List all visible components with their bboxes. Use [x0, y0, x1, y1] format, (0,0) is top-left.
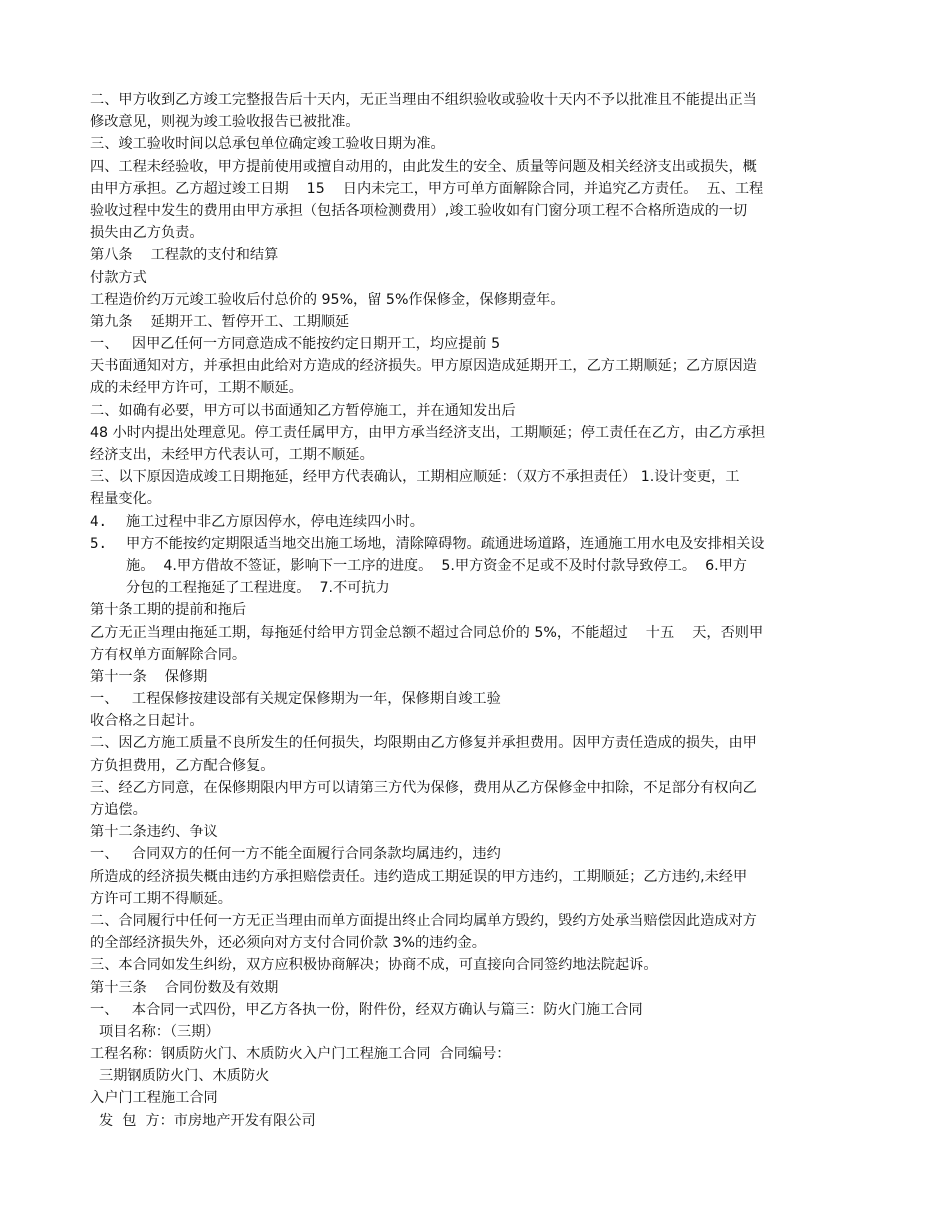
section-heading: 第八条 工程款的支付和结算	[90, 247, 279, 264]
list-number: 5.	[90, 535, 108, 552]
list-text: 施工过程中非乙方原因停水，停电连续四小时。	[126, 513, 424, 530]
text-line: 一、 工程保修按建设部有关规定保修期为一年，保修期自竣工验	[90, 691, 501, 708]
list-text: 施。 4.甲方借故不签证，影响下一工序的进度。 5.甲方资金不足或不及时付款导致停工。 6.甲方	[126, 557, 747, 574]
text-line: 入户门工程施工合同	[90, 1090, 218, 1107]
section-heading: 第十三条 合同份数及有效期	[90, 979, 279, 996]
text-line: 损失由乙方负责。	[90, 225, 204, 242]
text-line: 方有权单方面解除合同。	[90, 646, 247, 663]
text-line: 方追偿。	[90, 802, 147, 818]
text-line: 成的未经甲方许可，工期不顺延。	[90, 380, 303, 397]
text-line: 一、 因甲乙任何一方同意造成不能按约定日期开工，均应提前 5	[90, 336, 501, 353]
text-line: 方许可工期不得顺延。	[90, 890, 232, 907]
text-line: 二、甲方收到乙方竣工完整报告后十天内，无正当理由不组织验收或验收十天内不予以批准且不能提出正当	[90, 92, 757, 108]
section-heading: 第九条 延期开工、暂停开工、工期顺延	[90, 313, 350, 330]
text-line: 经济支出，未经甲方代表认可，工期不顺延。	[90, 447, 374, 463]
text-line: 收合格之日起计。	[90, 713, 204, 730]
text-line: 一、 合同双方的任何一方不能全面履行合同条款均属违约，违约	[90, 846, 501, 863]
list-text: 甲方不能按约定期限适当地交出施工场地，清除障碍物。疏通进场道路，连通施工用水电及安排相关设	[126, 535, 765, 552]
section-heading: 第十条工期的提前和拖后	[90, 602, 247, 619]
contract-title-line: 工程名称：钢质防火门、木质防火入户门工程施工合同 合同编号：	[90, 1046, 511, 1063]
text-line: 三期钢质防火门、木质防火	[90, 1068, 270, 1085]
section-heading: 第十二条违约、争议	[90, 824, 218, 841]
text-line: 天书面通知对方，并承担由此给对方造成的经济损失。甲方原因造成延期开工，乙方工期顺延；乙方原因造	[90, 358, 757, 375]
employer-line: 发 包 方：市房地产开发有限公司	[90, 1112, 316, 1129]
text-line: 三、经乙方同意，在保修期限内甲方可以请第三方代为保修，费用从乙方保修金中扣除，不足部分有权向乙	[90, 779, 757, 796]
text-line: 由甲方承担。乙方超过竣工日期 15 日内未完工，甲方可单方面解除合同，并追究乙方责任。 五、工程	[90, 180, 764, 197]
list-item-5	[90, 533, 868, 600]
text-line: 一、 本合同一式四份，甲乙方各执一份，附件份，经双方确认与篇三：防火门施工合同	[90, 1001, 643, 1018]
text-line: 二、如确有必要，甲方可以书面通知乙方暂停施工，并在通知发出后	[90, 402, 516, 419]
section-heading: 第十一条 保修期	[90, 668, 208, 685]
contract-document	[90, 89, 868, 1132]
text-line: 方负担费用，乙方配合修复。	[90, 757, 275, 774]
list-item-4	[90, 511, 868, 533]
text-line: 48 小时内提出处理意见。停工责任属甲方，由甲方承当经济支出，工期顺延；停工责任在乙方，由乙方承担	[90, 424, 766, 441]
list-number: 4.	[90, 513, 108, 530]
project-name-line: 项目名称：（三期）	[90, 1023, 220, 1040]
text-line: 四、工程未经验收，甲方提前使用或擅自动用的，由此发生的安全、质量等问题及相关经济支出或损失，概	[90, 158, 757, 175]
text-line: 二、因乙方施工质量不良所发生的任何损失，均限期由乙方修复并承担费用。因甲方责任造成的损失，由甲	[90, 735, 757, 752]
text-line: 乙方无正当理由拖延工期，每拖延付给甲方罚金总额不超过合同总价的 5%，不能超过 十五 天，否则甲	[90, 624, 764, 641]
text-line: 验收过程中发生的费用由甲方承担（包括各项检测费用）,竣工验收如有门窗分项工程不合格所造成的一切	[90, 202, 748, 219]
text-line: 三、本合同如发生纠纷，双方应积极协商解决；协商不成，可直接向合同签约地法院起诉。	[90, 957, 658, 974]
text-line: 的全部经济损失外，还必须向对方支付合同价款 3%的违约金。	[90, 935, 486, 952]
text-line: 三、以下原因造成竣工日期拖延，经甲方代表确认，工期相应顺延：（双方不承担责任） 1.设计变更，工	[90, 469, 740, 486]
text-line: 二、合同履行中任何一方无正当理由而单方面提出终止合同均属单方毁约，毁约方处承当赔偿因此造成对方	[90, 912, 757, 929]
text-line: 修改意见，则视为竣工验收报告已被批准。	[90, 114, 360, 131]
subheading: 付款方式	[90, 269, 147, 286]
text-line: 程量变化。	[90, 491, 161, 508]
text-line: 所造成的经济损失概由违约方承担赔偿责任。违约造成工期延误的甲方违约，工期顺延；乙方违约,未经甲	[90, 868, 748, 885]
text-line: 三、竣工验收时间以总承包单位确定竣工验收日期为准。	[90, 136, 445, 153]
list-text: 分包的工程拖延了工程进度。 7.不可抗力	[126, 580, 390, 597]
text-line: 工程造价约万元竣工验收后付总价的 95%，留 5%作保修金，保修期壹年。	[90, 291, 565, 308]
